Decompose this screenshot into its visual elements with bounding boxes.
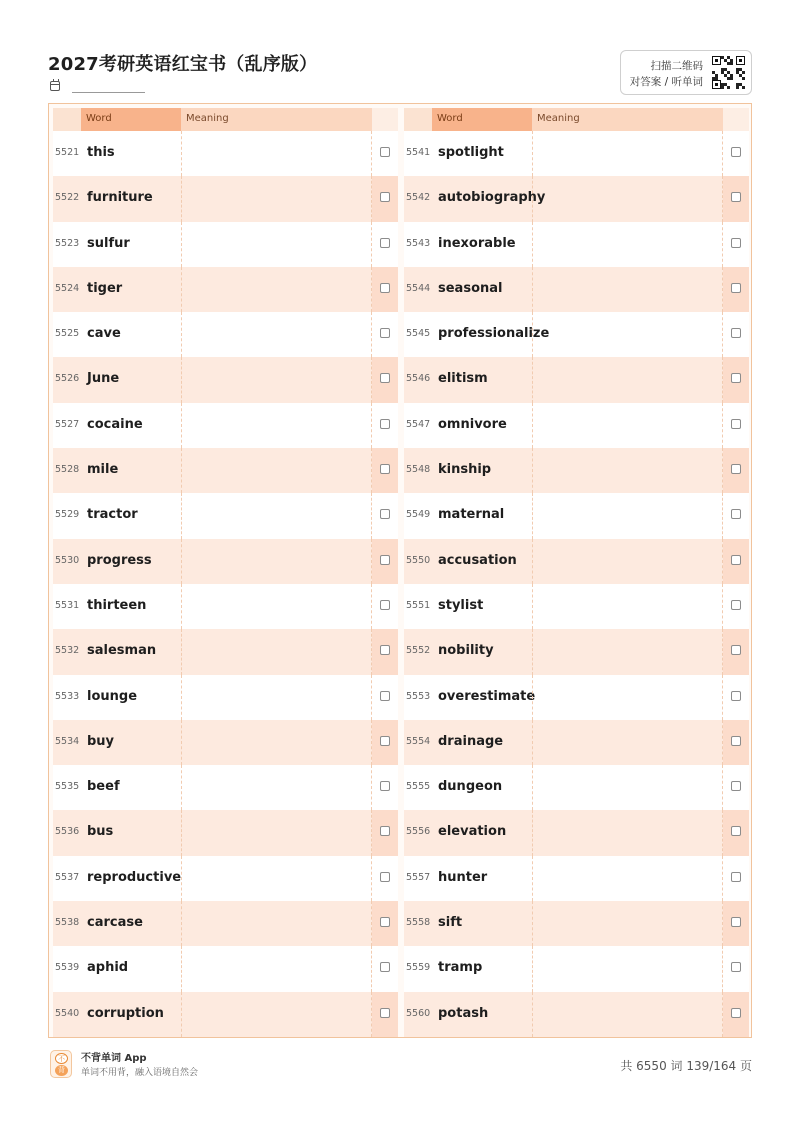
meaning-blank[interactable] <box>532 720 723 765</box>
word-text: buy <box>87 733 115 749</box>
checkbox-icon[interactable] <box>731 238 741 248</box>
meaning-blank[interactable] <box>532 267 723 312</box>
meaning-blank[interactable] <box>181 131 372 176</box>
meaning-blank[interactable] <box>181 312 372 357</box>
table-row <box>404 222 749 267</box>
table-row <box>53 675 398 720</box>
word-number: 5530 <box>55 554 80 566</box>
table-row <box>53 720 398 765</box>
check-cell <box>723 629 749 674</box>
checkbox-icon[interactable] <box>380 283 390 293</box>
table-row <box>404 946 749 991</box>
word-text: professionalize <box>438 326 550 342</box>
word-number: 5533 <box>55 690 80 702</box>
check-cell <box>723 856 749 901</box>
checkbox-icon[interactable] <box>731 464 741 474</box>
checkbox-icon[interactable] <box>380 555 390 565</box>
check-cell <box>723 176 749 221</box>
check-cell <box>372 901 398 946</box>
app-slogan: 单词不用背，融入语境自然会 <box>81 1068 199 1078</box>
table-row <box>53 810 398 855</box>
checkbox-icon[interactable] <box>731 826 741 836</box>
word-text: omnivore <box>438 416 507 432</box>
checkbox-icon[interactable] <box>731 736 741 746</box>
word-number: 5540 <box>55 1007 80 1019</box>
meaning-blank[interactable] <box>181 810 372 855</box>
checkbox-icon[interactable] <box>731 691 741 701</box>
checkbox-icon[interactable] <box>380 192 390 202</box>
table-row <box>53 539 398 584</box>
checkbox-icon[interactable] <box>731 283 741 293</box>
word-number: 5543 <box>406 237 431 249</box>
checkbox-icon[interactable] <box>380 781 390 791</box>
word-number: 5522 <box>55 192 80 204</box>
word-text: reproductive <box>87 869 182 885</box>
word-text: autobiography <box>438 190 546 206</box>
table-row <box>53 448 398 493</box>
table-row <box>53 946 398 991</box>
check-cell <box>372 810 398 855</box>
check-cell <box>723 810 749 855</box>
meaning-blank[interactable] <box>181 629 372 674</box>
checkbox-icon[interactable] <box>380 238 390 248</box>
table-row <box>404 856 749 901</box>
table-row <box>53 222 398 267</box>
check-cell <box>372 765 398 810</box>
word-number: 5526 <box>55 373 80 385</box>
word-text: inexorable <box>438 235 516 251</box>
word-text: tramp <box>438 960 483 976</box>
check-cell <box>723 131 749 176</box>
word-number: 5546 <box>406 373 431 385</box>
header-number-cell <box>53 108 81 131</box>
meaning-blank[interactable] <box>532 675 723 720</box>
word-number: 5527 <box>55 418 80 430</box>
header-word: Word <box>432 108 532 131</box>
check-cell <box>723 403 749 448</box>
word-text: elitism <box>438 371 488 387</box>
check-cell <box>372 856 398 901</box>
checkbox-icon[interactable] <box>731 328 741 338</box>
table-row <box>404 810 749 855</box>
check-cell <box>723 765 749 810</box>
table-row <box>404 992 749 1037</box>
word-number: 5521 <box>55 147 80 158</box>
table-row <box>404 448 749 493</box>
check-cell <box>723 357 749 402</box>
word-number: 5534 <box>55 735 80 747</box>
check-cell <box>372 539 398 584</box>
checkbox-icon[interactable] <box>380 917 390 927</box>
checkbox-icon[interactable] <box>731 147 741 157</box>
word-text: spotlight <box>438 145 504 160</box>
check-cell <box>723 992 749 1037</box>
word-number: 5535 <box>55 781 80 793</box>
meaning-blank[interactable] <box>181 765 372 810</box>
checkbox-icon[interactable] <box>380 736 390 746</box>
word-text: overestimate <box>438 688 536 704</box>
word-number: 5537 <box>55 871 80 883</box>
checkbox-icon[interactable] <box>731 509 741 519</box>
app-logo <box>50 1050 72 1078</box>
word-rows-right <box>404 131 749 1037</box>
checkbox-icon[interactable] <box>380 962 390 972</box>
checkbox-icon[interactable] <box>731 645 741 655</box>
word-number: 5558 <box>406 917 431 929</box>
meaning-blank[interactable] <box>532 176 723 221</box>
meaning-blank[interactable] <box>181 901 372 946</box>
check-cell <box>723 493 749 538</box>
table-row <box>404 765 749 810</box>
check-cell <box>372 222 398 267</box>
word-text: elevation <box>438 824 507 840</box>
date-field[interactable] <box>50 80 150 94</box>
word-number: 5550 <box>406 554 431 566</box>
checkbox-icon[interactable] <box>380 464 390 474</box>
check-cell <box>372 357 398 402</box>
checkbox-icon[interactable] <box>731 192 741 202</box>
meaning-blank[interactable] <box>532 222 723 267</box>
check-cell <box>372 448 398 493</box>
table-row <box>404 312 749 357</box>
check-cell <box>372 992 398 1037</box>
meaning-blank[interactable] <box>181 448 372 493</box>
word-text: corruption <box>87 1005 164 1021</box>
scan-line-2: 对答案 / 听单词 <box>629 76 703 88</box>
logo-char-2: 背 <box>55 1065 68 1076</box>
table-row <box>404 675 749 720</box>
meaning-blank[interactable] <box>181 946 372 991</box>
word-text: carcase <box>87 915 143 931</box>
table-row <box>404 131 749 176</box>
word-text: cave <box>87 326 121 342</box>
app-name: 不背单词 App <box>81 1053 147 1064</box>
word-number: 5554 <box>406 735 431 747</box>
checkbox-icon[interactable] <box>380 509 390 519</box>
meaning-blank[interactable] <box>181 539 372 584</box>
word-text: lounge <box>87 688 138 704</box>
word-number: 5529 <box>55 509 80 521</box>
meaning-blank[interactable] <box>532 765 723 810</box>
word-number: 5560 <box>406 1007 431 1019</box>
word-text: drainage <box>438 733 504 749</box>
scan-line-1: 扫描二维码 <box>650 60 703 72</box>
word-number: 5532 <box>55 645 80 657</box>
checkbox-icon[interactable] <box>380 147 390 157</box>
table-row <box>404 901 749 946</box>
table-header <box>404 108 749 131</box>
table-row <box>53 629 398 674</box>
header-meaning: Meaning <box>532 108 723 131</box>
table-row <box>404 176 749 221</box>
word-number: 5547 <box>406 418 431 430</box>
header-check-cell <box>372 108 398 131</box>
word-text: cocaine <box>87 416 143 432</box>
word-number: 5523 <box>55 237 80 249</box>
meaning-blank[interactable] <box>181 267 372 312</box>
meaning-blank[interactable] <box>181 856 372 901</box>
check-cell <box>723 267 749 312</box>
checkbox-icon[interactable] <box>731 1008 741 1018</box>
table-row <box>53 312 398 357</box>
word-text: beef <box>87 779 120 795</box>
word-number: 5542 <box>406 192 431 204</box>
page-title: 2027考研英语红宝书（乱序版） <box>48 54 318 75</box>
check-cell <box>372 720 398 765</box>
meaning-blank[interactable] <box>181 357 372 402</box>
checkbox-icon[interactable] <box>380 373 390 383</box>
check-cell <box>372 131 398 176</box>
check-cell <box>723 584 749 629</box>
meaning-blank[interactable] <box>532 357 723 402</box>
checkbox-icon[interactable] <box>380 826 390 836</box>
table-row <box>53 992 398 1037</box>
word-text: seasonal <box>438 280 503 296</box>
meaning-blank[interactable] <box>181 584 372 629</box>
word-text: aphid <box>87 960 129 976</box>
meaning-blank[interactable] <box>532 901 723 946</box>
table-row <box>404 267 749 312</box>
table-row <box>53 765 398 810</box>
check-cell <box>372 629 398 674</box>
checkbox-icon[interactable] <box>731 872 741 882</box>
word-text: thirteen <box>87 597 147 613</box>
word-number: 5545 <box>406 328 431 340</box>
word-text: hunter <box>438 869 488 885</box>
word-text: accusation <box>438 552 517 568</box>
checkbox-icon[interactable] <box>380 328 390 338</box>
table-row <box>53 176 398 221</box>
checkbox-icon[interactable] <box>380 600 390 610</box>
check-cell <box>372 946 398 991</box>
checkbox-icon[interactable] <box>731 962 741 972</box>
date-underline <box>72 92 145 93</box>
meaning-blank[interactable] <box>532 584 723 629</box>
word-text: furniture <box>87 190 153 206</box>
table-row <box>404 539 749 584</box>
header-word: Word <box>81 108 181 131</box>
scan-instructions <box>630 58 703 90</box>
meaning-blank[interactable] <box>532 856 723 901</box>
checkbox-icon[interactable] <box>731 917 741 927</box>
meaning-blank[interactable] <box>181 403 372 448</box>
word-number: 5538 <box>55 917 80 929</box>
word-number: 5548 <box>406 464 431 476</box>
logo-char-1: 不 <box>55 1053 68 1064</box>
meaning-blank[interactable] <box>181 675 372 720</box>
meaning-blank[interactable] <box>532 629 723 674</box>
meaning-blank[interactable] <box>532 403 723 448</box>
word-text: kinship <box>438 462 492 478</box>
checkbox-icon[interactable] <box>380 645 390 655</box>
meaning-blank[interactable] <box>532 992 723 1037</box>
table-row <box>53 493 398 538</box>
checkbox-icon[interactable] <box>731 781 741 791</box>
word-number: 5549 <box>406 509 431 521</box>
table-row <box>404 629 749 674</box>
check-cell <box>372 176 398 221</box>
word-text: tractor <box>87 507 138 523</box>
table-row <box>53 584 398 629</box>
word-number: 5557 <box>406 871 431 883</box>
check-cell <box>372 403 398 448</box>
word-text: stylist <box>438 597 484 613</box>
header-meaning: Meaning <box>181 108 372 131</box>
word-column-right <box>404 108 749 1034</box>
qr-code-icon[interactable] <box>712 56 745 89</box>
meaning-blank[interactable] <box>532 312 723 357</box>
check-cell <box>372 312 398 357</box>
meaning-blank[interactable] <box>181 720 372 765</box>
word-number: 5525 <box>55 328 80 340</box>
check-cell <box>723 222 749 267</box>
table-row <box>53 131 398 176</box>
word-rows-left <box>53 131 398 1037</box>
word-text: salesman <box>87 643 157 659</box>
check-cell <box>723 539 749 584</box>
check-cell <box>723 901 749 946</box>
word-text: sift <box>438 915 463 931</box>
checkbox-icon[interactable] <box>380 1008 390 1018</box>
table-row <box>53 856 398 901</box>
word-number: 5539 <box>55 962 80 974</box>
meaning-blank[interactable] <box>532 493 723 538</box>
word-text: nobility <box>438 643 494 659</box>
word-number: 5553 <box>406 690 431 702</box>
checkbox-icon[interactable] <box>731 419 741 429</box>
meaning-blank[interactable] <box>181 493 372 538</box>
word-text: dungeon <box>438 779 503 795</box>
checkbox-icon[interactable] <box>380 419 390 429</box>
meaning-blank[interactable] <box>181 176 372 221</box>
word-text: sulfur <box>87 235 130 251</box>
word-sheet <box>48 103 752 1038</box>
header-number-cell <box>404 108 432 131</box>
check-cell <box>723 675 749 720</box>
checkbox-icon[interactable] <box>380 691 390 701</box>
word-column-left <box>53 108 398 1034</box>
word-text: progress <box>87 552 152 568</box>
meaning-blank[interactable] <box>532 448 723 493</box>
check-cell <box>372 493 398 538</box>
word-number: 5541 <box>406 147 431 158</box>
word-text: potash <box>438 1005 489 1021</box>
check-cell <box>723 946 749 991</box>
word-number: 5531 <box>55 599 80 611</box>
word-text: maternal <box>438 507 505 523</box>
word-number: 5552 <box>406 645 431 657</box>
table-row <box>53 267 398 312</box>
word-text: tiger <box>87 280 123 296</box>
checkbox-icon[interactable] <box>731 373 741 383</box>
meaning-blank[interactable] <box>532 131 723 176</box>
word-number: 5524 <box>55 282 80 294</box>
check-cell <box>372 267 398 312</box>
word-number: 5528 <box>55 464 80 476</box>
word-number: 5544 <box>406 282 431 294</box>
table-row <box>53 357 398 402</box>
table-header <box>53 108 398 131</box>
check-cell <box>723 448 749 493</box>
table-row <box>53 901 398 946</box>
word-number: 5556 <box>406 826 431 838</box>
word-text: bus <box>87 824 114 840</box>
check-cell <box>723 312 749 357</box>
check-cell <box>723 720 749 765</box>
qr-scan-box[interactable] <box>620 50 752 95</box>
meaning-blank[interactable] <box>181 222 372 267</box>
word-number: 5559 <box>406 962 431 974</box>
table-row <box>404 584 749 629</box>
table-row <box>404 357 749 402</box>
calendar-icon <box>50 81 60 91</box>
table-row <box>404 720 749 765</box>
checkbox-icon[interactable] <box>380 872 390 882</box>
checkbox-icon[interactable] <box>731 555 741 565</box>
table-row <box>404 493 749 538</box>
check-cell <box>372 675 398 720</box>
word-number: 5555 <box>406 781 431 793</box>
meaning-blank[interactable] <box>532 946 723 991</box>
header-check-cell <box>723 108 749 131</box>
word-number: 5536 <box>55 826 80 838</box>
word-number: 5551 <box>406 599 431 611</box>
check-cell <box>372 584 398 629</box>
word-text: June <box>87 371 120 387</box>
meaning-blank[interactable] <box>532 539 723 584</box>
meaning-blank[interactable] <box>532 810 723 855</box>
word-text: this <box>87 145 115 160</box>
page-count: 共 6550 词 139/164 页 <box>620 1059 752 1073</box>
table-row <box>53 403 398 448</box>
table-row <box>404 403 749 448</box>
checkbox-icon[interactable] <box>731 600 741 610</box>
word-text: mile <box>87 462 119 478</box>
meaning-blank[interactable] <box>181 992 372 1037</box>
